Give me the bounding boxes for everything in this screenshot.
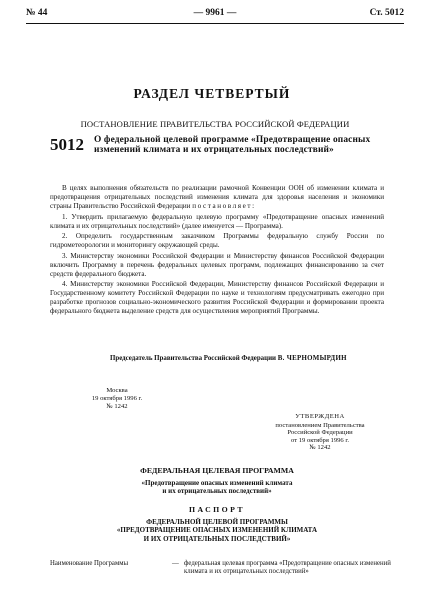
page-number: — 9961 — [193, 8, 237, 18]
program-subtitle-line-1: «Предотвращение опасных изменений климата [141, 479, 293, 487]
approved-title: УТВЕРЖДЕНА [295, 413, 345, 420]
signature-line [110, 355, 384, 362]
paragraph-2: 2. Определить государственным заказчиком Программы федеральную службу России по гидрометеорологии и мониторингу окружающей среды. [50, 232, 384, 249]
approved-line-2: Российской Федерации [287, 429, 353, 437]
decree-title: О федеральной целевой программе «Предотвращение опасных изменений климата и их отрицательных последствий» [94, 135, 371, 155]
paragraph-3: 3. Министерству экономики Российской Федерации и Министерству финансов Российской Федерации включить Программу в перечень федеральных целевых программ, подлежащих финансированию за счет средств федерального бюджета. [50, 251, 384, 278]
program-subtitle-line-2: и их отрицательных последствий» [162, 487, 272, 496]
passport-heading-line-3: И ИХ ОТРИЦАТЕЛЬНЫХ ПОСЛЕДСТВИЙ» [143, 534, 291, 543]
passport-row-value-block [172, 560, 392, 576]
issue-number: № 44 [26, 8, 48, 18]
passport-row [50, 560, 392, 576]
approval-stamp [250, 413, 390, 452]
resolution-heading: ПОСТАНОВЛЕНИЕ ПРАВИТЕЛЬСТВА РОССИЙСКОЙ ФЕДЕРАЦИИ [80, 119, 350, 129]
paragraph-1: 1. Утвердить прилагаемую федеральную целевую программу «Предотвращение опасных изменений климата и их отрицательных последствий» (далее именуется — Программа). [50, 212, 384, 230]
decree-heading [50, 135, 384, 155]
passport-row-label: Наименование Программы [50, 560, 129, 567]
page-header [26, 8, 404, 22]
passport-title: ПАСПОРТ [189, 505, 245, 514]
passport-row-dash: — [172, 560, 179, 567]
date: 19 октября 1996 г. [91, 395, 143, 402]
decree-body [50, 184, 384, 318]
passport-heading [40, 518, 394, 543]
approved-line-3: от 19 октября 1996 г. [290, 436, 349, 444]
section-title: РАЗДЕЛ ЧЕТВЕРТЫЙ [133, 86, 291, 101]
article-number: Ст. 5012 [369, 8, 404, 18]
resolution-number: № 1242 [106, 403, 128, 410]
signatory-name: В. ЧЕРНОМЫРДИН [277, 355, 347, 362]
intro-verb: постановляет: [192, 202, 256, 210]
program-subtitle [40, 479, 394, 495]
intro-paragraph [50, 184, 384, 211]
paragraph-4: 4. Министерству экономики Российской Федерации, Министерству финансов Российской Федерации и Государственному комитету Российской Федерации по науке и технологиям предусматривать ежегодно при разработке прогнозов социально-экономического развития Российской Федерации и формировании проекта федерального бюджета выделение средств для осуществления мероприятий Программы. [50, 280, 384, 315]
decree-number: 5012 [50, 135, 84, 154]
city: Москва [106, 387, 128, 394]
passport-row-value: федеральная целевая программа «Предотвращение опасных изменений климата и их отрицательных последствий» [184, 560, 391, 575]
approved-line-1: постановлением Правительства [275, 421, 365, 429]
intro-text: В целях выполнения обязательств по реализации рамочной Конвенции ООН об изменении климата и предотвращения отрицательных последствий изменения климата для здоровья населения и экономики страны Правительство Российской Федерации [50, 184, 384, 210]
approved-line-4: № 1242 [309, 444, 331, 452]
header-rule [26, 23, 404, 24]
signatory-position: Председатель Правительства Российской Федерации [110, 355, 277, 362]
passport-heading-line-1: ФЕДЕРАЛЬНОЙ ЦЕЛЕВОЙ ПРОГРАММЫ [146, 518, 288, 526]
passport-heading-line-2: «ПРЕДОТВРАЩЕНИЕ ОПАСНЫХ ИЗМЕНЕНИЙ КЛИМАТА [116, 526, 318, 535]
place-and-date [82, 387, 152, 411]
program-title: ФЕДЕРАЛЬНАЯ ЦЕЛЕВАЯ ПРОГРАММА [140, 466, 294, 475]
